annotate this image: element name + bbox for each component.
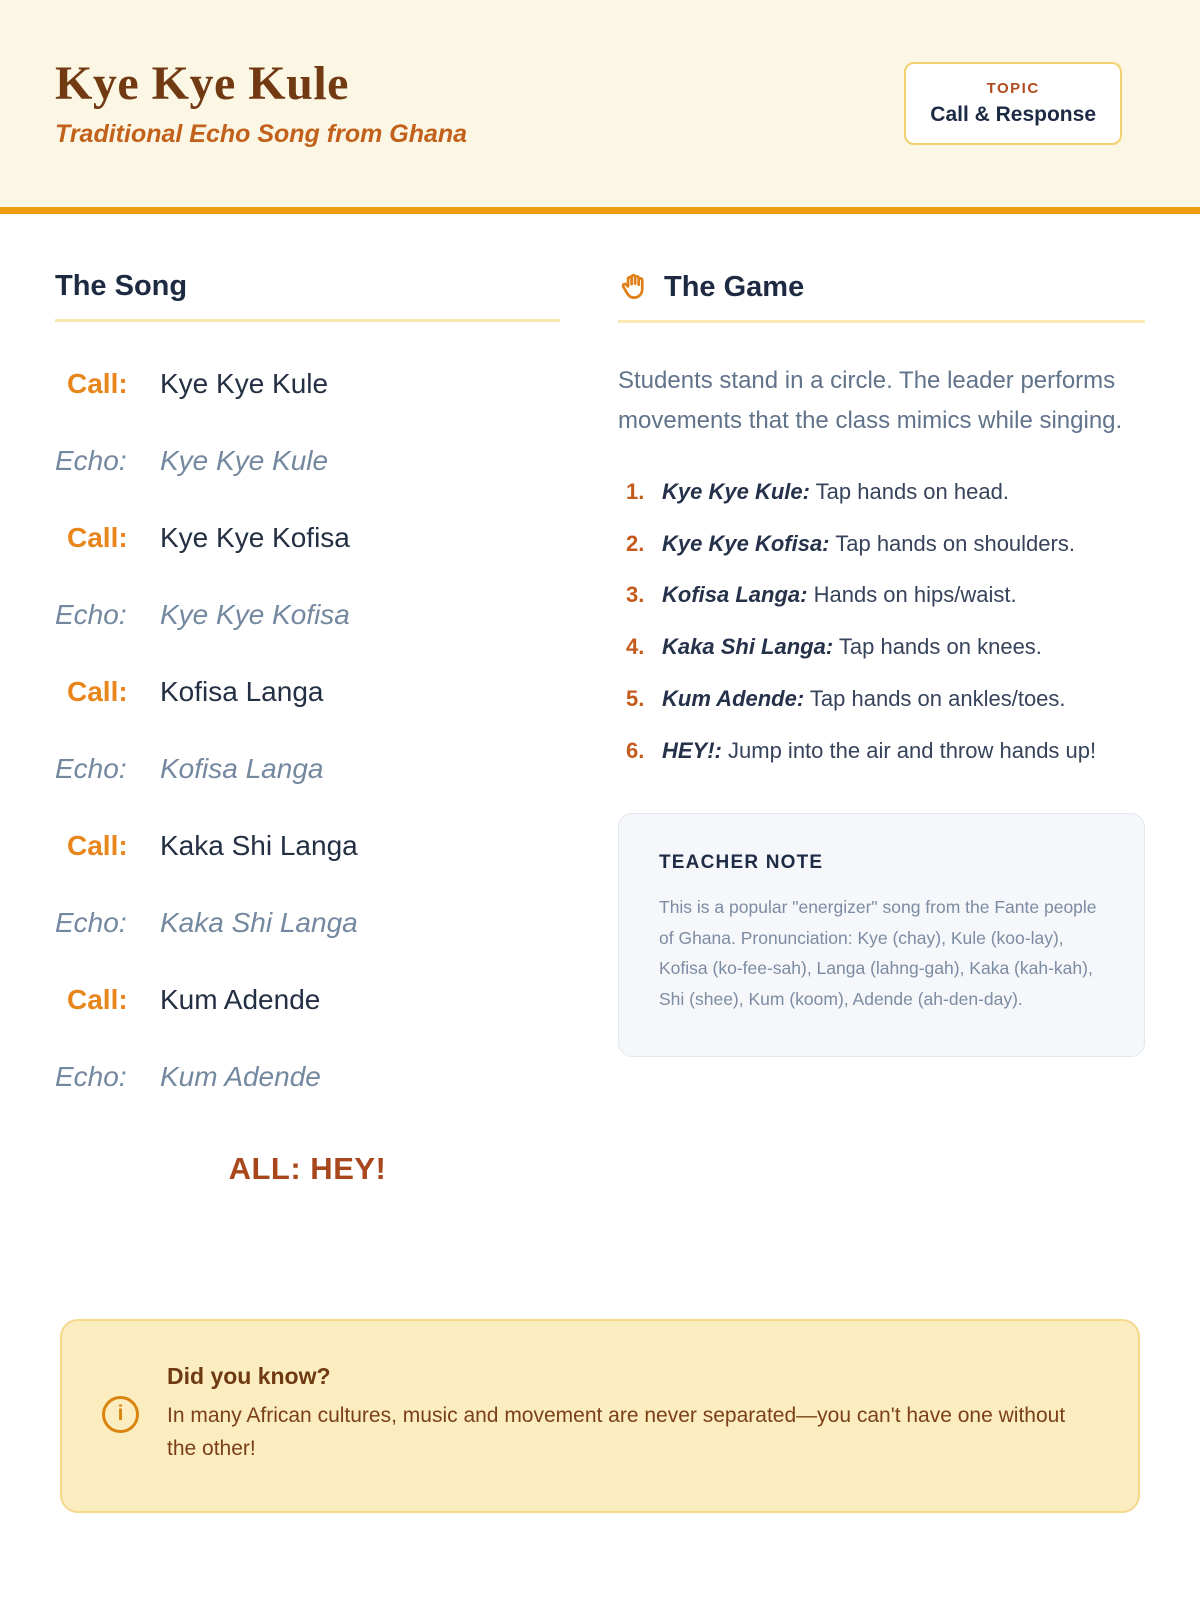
echo-text: Kye Kye Kule xyxy=(160,445,329,476)
game-heading-text: The Game xyxy=(664,270,805,303)
song-call-row xyxy=(55,676,560,708)
echo-label: Echo: xyxy=(55,1061,127,1092)
step-number: 5. xyxy=(626,686,645,712)
song-echo-row xyxy=(55,907,560,939)
game-step xyxy=(618,528,1145,560)
page-title: Kye Kye Kule xyxy=(55,56,349,110)
topic-badge xyxy=(904,62,1122,145)
game-step xyxy=(618,579,1145,611)
song-call-row xyxy=(55,830,560,862)
song-heading-text: The Song xyxy=(55,270,188,302)
step-number: 2. xyxy=(626,530,645,556)
step-action: Tap hands on ankles/toes. xyxy=(809,686,1066,712)
song-echo-row xyxy=(55,753,560,785)
step-text xyxy=(662,528,1075,560)
song-call-row xyxy=(55,368,560,400)
call-label: Call: xyxy=(67,984,128,1015)
song-lines xyxy=(55,368,560,1093)
raised-hand-icon xyxy=(618,270,652,304)
teacher-note-body: This is a popular "energizer" song from the Fante people of Ghana. Pronunciation: Kye (chay), Kule (koo-lay), Kofisa (ko-fee-sah), Langa (lahng-gah), Kaka (kah-kah), Shi (shee), Kum (koom), Adende (ah-den-day). xyxy=(659,896,1097,1009)
call-label: Call: xyxy=(67,830,128,861)
step-text xyxy=(662,631,1042,663)
song-call-row xyxy=(55,984,560,1016)
step-number: 4. xyxy=(626,634,645,660)
step-term: Kum Adende: xyxy=(662,686,805,712)
info-icon: i xyxy=(102,1396,139,1433)
song-finale: ALL: HEY! xyxy=(228,1151,387,1186)
call-text: Kum Adende xyxy=(160,984,321,1015)
topic-badge-label: TOPIC xyxy=(986,80,1040,97)
step-action: Jump into the air and throw hands up! xyxy=(728,738,1097,764)
call-text: Kye Kye Kofisa xyxy=(160,522,350,553)
step-action: Tap hands on head. xyxy=(815,478,1009,504)
step-action: Tap hands on shoulders. xyxy=(835,530,1075,556)
step-term: Kye Kye Kule: xyxy=(662,478,810,504)
game-section xyxy=(618,214,1145,1187)
step-term: HEY!: xyxy=(662,738,722,764)
call-label: Call: xyxy=(67,676,128,707)
step-text xyxy=(662,476,1009,508)
main-content xyxy=(0,214,1200,1187)
did-you-know-heading: Did you know? xyxy=(167,1363,331,1389)
did-you-know-content xyxy=(167,1363,1094,1465)
game-intro: Students stand in a circle. The leader performs movements that the class mimics while singing. xyxy=(618,367,1123,435)
step-term: Kofisa Langa: xyxy=(662,582,808,608)
step-action: Tap hands on knees. xyxy=(838,634,1042,660)
song-call-row xyxy=(55,522,560,554)
game-step xyxy=(618,631,1145,663)
game-section-heading xyxy=(618,270,1145,323)
game-step xyxy=(618,683,1145,715)
step-text xyxy=(662,579,1017,611)
topic-badge-value: Call & Response xyxy=(930,103,1096,126)
call-text: Kaka Shi Langa xyxy=(160,830,358,861)
song-echo-row xyxy=(55,599,560,631)
call-text: Kofisa Langa xyxy=(160,676,324,707)
step-action: Hands on hips/waist. xyxy=(813,582,1017,608)
step-number: 3. xyxy=(626,582,645,608)
step-number: 1. xyxy=(626,478,645,504)
call-label: Call: xyxy=(67,522,128,553)
teacher-note-card xyxy=(618,813,1145,1058)
step-number: 6. xyxy=(626,738,645,764)
header-divider xyxy=(0,207,1200,214)
echo-text: Kofisa Langa xyxy=(160,753,324,784)
title-block xyxy=(55,58,467,150)
game-steps xyxy=(618,476,1145,767)
echo-text: Kaka Shi Langa xyxy=(160,907,358,938)
echo-label: Echo: xyxy=(55,445,127,476)
did-you-know-body: In many African cultures, music and movement are never separated—you can't have one without the other! xyxy=(167,1404,1066,1460)
step-term: Kaka Shi Langa: xyxy=(662,634,834,660)
page-subtitle: Traditional Echo Song from Ghana xyxy=(55,120,468,149)
call-text: Kye Kye Kule xyxy=(160,368,329,399)
song-echo-row xyxy=(55,445,560,477)
echo-label: Echo: xyxy=(55,753,127,784)
teacher-note-heading: TEACHER NOTE xyxy=(659,851,824,873)
echo-text: Kum Adende xyxy=(160,1061,321,1092)
echo-text: Kye Kye Kofisa xyxy=(160,599,350,630)
song-section xyxy=(55,214,560,1187)
step-text xyxy=(662,735,1096,767)
game-step xyxy=(618,735,1145,767)
echo-label: Echo: xyxy=(55,599,127,630)
page-header xyxy=(0,0,1200,207)
step-text xyxy=(662,683,1066,715)
echo-label: Echo: xyxy=(55,907,127,938)
song-section-heading xyxy=(55,270,560,322)
game-step xyxy=(618,476,1145,508)
step-term: Kye Kye Kofisa: xyxy=(662,530,830,556)
call-label: Call: xyxy=(67,368,128,399)
did-you-know-callout xyxy=(60,1319,1140,1513)
song-echo-row xyxy=(55,1061,560,1093)
